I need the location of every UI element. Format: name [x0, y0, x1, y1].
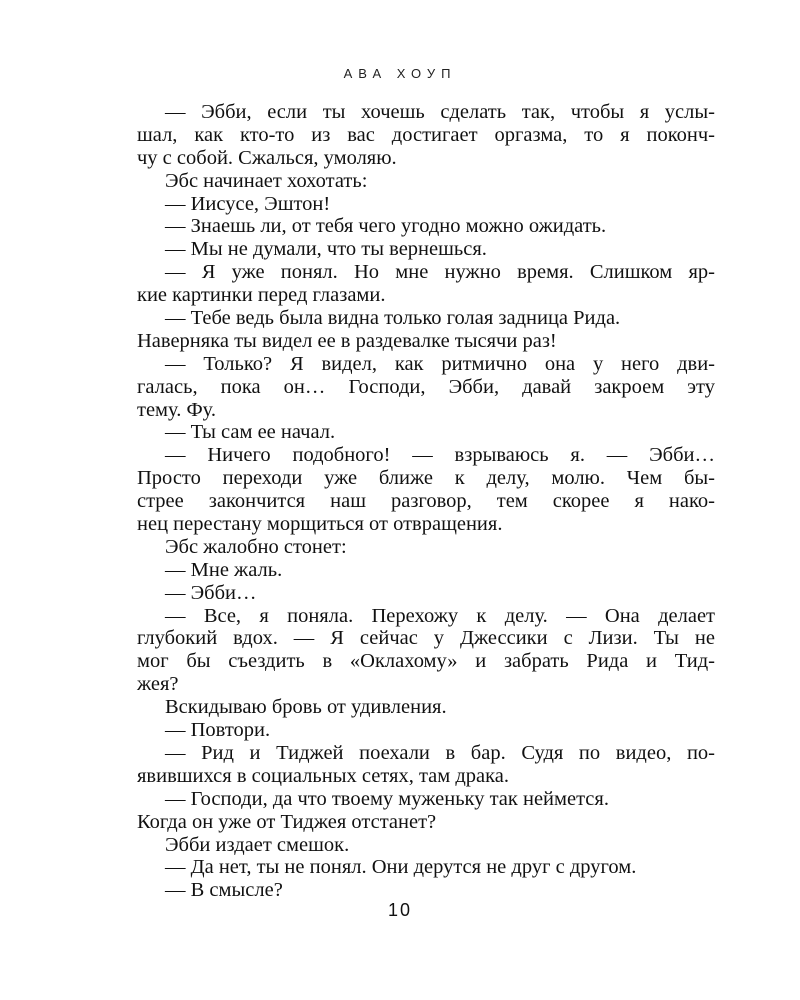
- text-line: жея?: [137, 673, 179, 696]
- text-line: Просто переходи уже ближе к делу, молю. Чем бы-: [137, 467, 715, 490]
- text-line: шал, как кто-то из вас достигает оргазма, то я поконч-: [137, 123, 715, 146]
- text-line: Вскидываю бровь от удивления.: [165, 696, 447, 719]
- text-line: — Тебе ведь была видна только голая задница Рида.: [165, 307, 621, 330]
- text-line: тему. Фу.: [137, 398, 216, 421]
- text-line: — Эбби…: [165, 581, 257, 604]
- text-line: глубокий вдох. — Я сейчас у Джессики с Лизи. Ты не: [137, 627, 715, 650]
- text-line: — Иисусе, Эштон!: [165, 192, 331, 215]
- page-number: 10: [387, 900, 413, 920]
- text-line: Когда он уже от Тиджея отстанет?: [137, 810, 437, 833]
- text-line: — В смысле?: [165, 879, 283, 902]
- text-line: стрее закончится наш разговор, тем скорее я нако-: [137, 490, 715, 513]
- text-line: явившихся в социальных сетях, там драка.: [137, 764, 510, 787]
- text-line: чу с собой. Сжалься, умоляю.: [137, 146, 397, 169]
- text-line: Наверняка ты видел ее в раздевалке тысячи раз!: [137, 329, 557, 352]
- text-line: — Господи, да что твоему муженьку так неймется.: [165, 787, 609, 810]
- text-line: — Повтори.: [165, 719, 271, 742]
- text-body: [137, 101, 715, 902]
- text-line: — Ты сам ее начал.: [165, 421, 336, 444]
- running-title: АВА ХОУП: [343, 66, 457, 81]
- text-line: — Только? Я видел, как ритмично она у него дви-: [165, 352, 715, 375]
- text-line: Эбс начинает хохотать:: [165, 169, 368, 192]
- text-line: — Знаешь ли, от тебя чего угодно можно ожидать.: [165, 215, 607, 238]
- text-line: галась, пока он… Господи, Эбби, давай закроем эту: [137, 375, 715, 398]
- text-line: — Я уже понял. Но мне нужно время. Слишком яр-: [165, 261, 715, 284]
- text-line: нец перестану морщиться от отвращения.: [137, 513, 503, 536]
- text-line: — Рид и Тиджей поехали в бар. Судя по видео, по-: [165, 741, 715, 764]
- text-line: Эбс жалобно стонет:: [165, 535, 347, 558]
- text-line: — Ничего подобного! — взрываюсь я. — Эбби…: [165, 444, 715, 467]
- text-line: — Да нет, ты не понял. Они дерутся не друг с другом.: [165, 856, 637, 879]
- text-line: мог бы съездить в «Оклахому» и забрать Рида и Тид-: [137, 650, 715, 673]
- text-line: Эбби издает смешок.: [165, 833, 350, 856]
- text-line: — Эбби, если ты хочешь сделать так, чтобы я услы-: [165, 101, 715, 123]
- text-line: — Мы не думали, что ты вернешься.: [165, 238, 487, 261]
- text-line: — Мне жаль.: [165, 558, 283, 581]
- text-line: кие картинки перед глазами.: [137, 284, 386, 307]
- text-line: — Все, я поняла. Перехожу к делу. — Она делает: [165, 604, 715, 627]
